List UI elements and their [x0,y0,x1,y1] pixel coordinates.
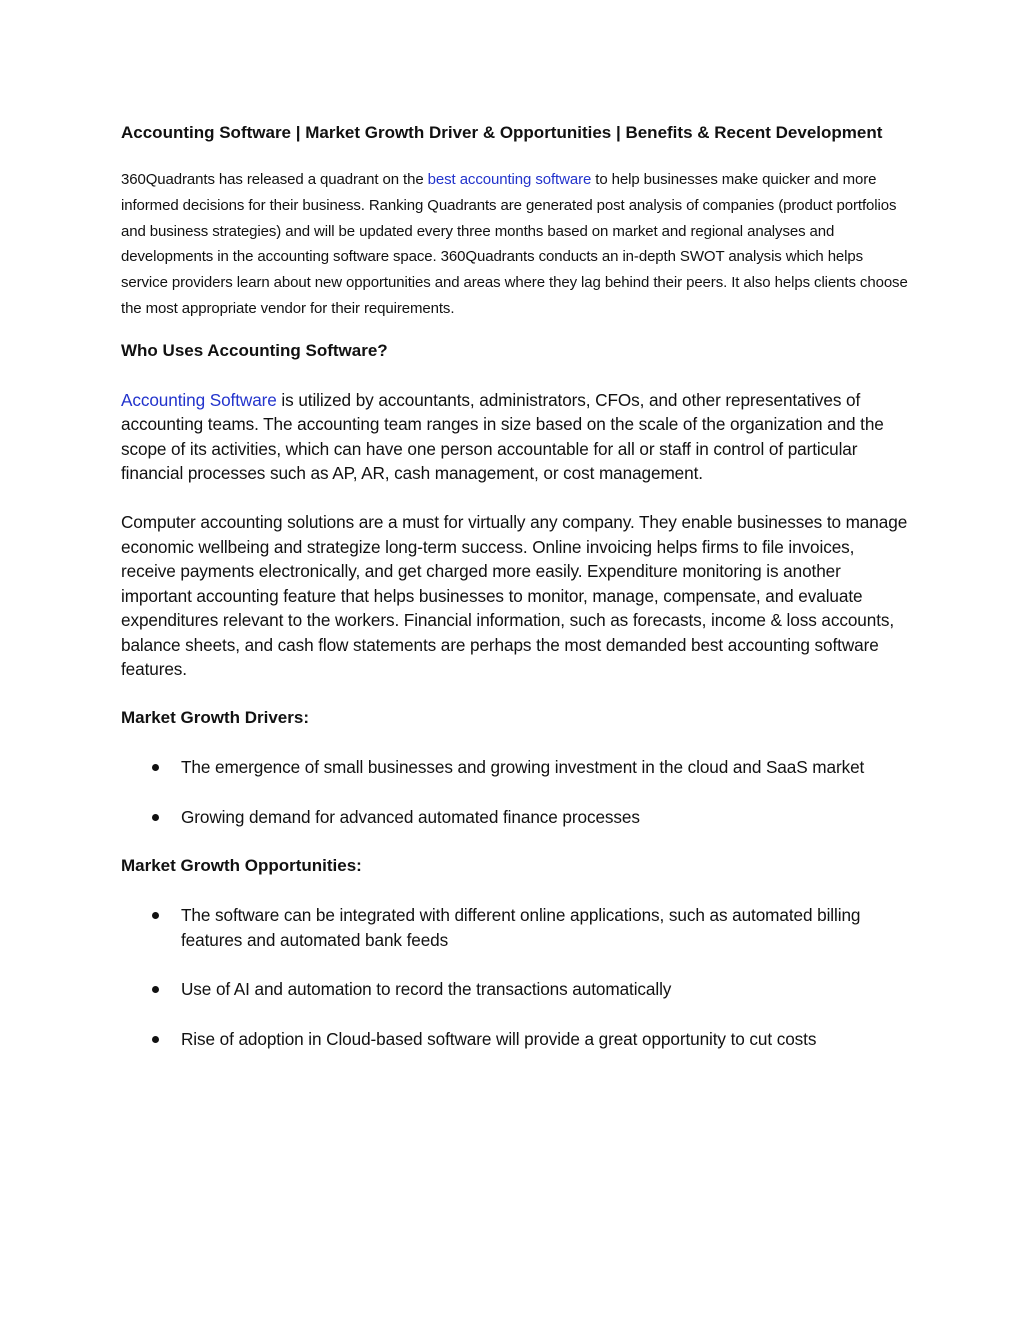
document-page [121,120,911,1051]
who-uses-paragraph-1 [121,388,911,486]
who-uses-paragraph-1-text: is utilized by accountants, administrators, CFOs, and other representatives of accounting teams. The accounting team ranges in size based on the scale of the organization and the scope of its activities, which can have one person accountable for all or staff in control of particular financial processes such as AP, AR, cash management, or cost management. [121,389,884,484]
list-item-text: The emergence of small businesses and growing investment in the cloud and SaaS market [181,757,865,778]
bullet-icon [152,912,159,919]
list-item [121,903,911,952]
spacer [121,363,911,388]
document-title: Accounting Software | Market Growth Driver & Opportunities | Benefits & Recent Development [121,123,883,142]
opportunities-list [121,903,911,952]
drivers-list-continued [121,805,911,830]
spacer [121,829,911,854]
list-item-text: Use of AI and automation to record the transactions automatically [181,979,672,1000]
list-item-text: Rise of adoption in Cloud-based software will provide a great opportunity to cut costs [181,1028,817,1049]
list-item [121,1027,911,1052]
list-item [121,755,911,780]
list-item-text: Growing demand for advanced automated finance processes [181,806,640,827]
spacer [121,730,911,755]
intro-paragraph [121,167,911,322]
list-item [121,805,911,830]
bullet-icon [152,986,159,993]
who-uses-heading: Who Uses Accounting Software? [121,340,388,360]
market-growth-drivers-heading: Market Growth Drivers: [121,708,309,728]
who-uses-paragraph-2: Computer accounting solutions are a must for virtually any company. They enable businesses to manage economic wellbeing and strategize long-term success. Online invoicing helps firms to file invoices, receive payments electronically, and get charged more easily. Expenditure monitoring is another important accounting feature that helps businesses to monitor, manage, compensate, and evaluate expenditures relevant to the workers. Financial information, such as forecasts, income & loss accounts, balance sheets, and cash flow statements are perhaps the most demanded best accounting software features. [121,512,908,680]
market-growth-opportunities-heading: Market Growth Opportunities: [121,856,362,876]
spacer [121,486,911,511]
list-item [121,977,911,1002]
spacer [121,1002,911,1027]
best-accounting-software-link[interactable]: best accounting software [427,171,592,188]
intro-text-after-link: to help businesses make quicker and more informed decisions for their business. Ranking Quadrants are generated post analysis of companies (product portfolios and business strategies) and will be updated every three months based on market and regional analyses and developments in the accounting software space. 360Quadrants conducts an in-depth SWOT analysis which helps service providers learn about new opportunities and areas where they lag behind their peers. It also helps clients choose the most appropriate vendor for their requirements. [121,171,908,317]
bullet-icon [152,1036,159,1043]
opportunities-list-continued [121,977,911,1002]
spacer [121,682,911,707]
bullet-icon [152,814,159,821]
opportunities-list-last [121,1027,911,1052]
bullet-icon [152,764,159,771]
list-item-text: The software can be integrated with different online applications, such as automated billing features and automated bank feeds [181,905,861,950]
spacer [121,878,911,903]
accounting-software-link[interactable]: Accounting Software [121,389,277,410]
spacer [121,952,911,977]
intro-text-before-link: 360Quadrants has released a quadrant on the [121,171,428,188]
drivers-list [121,755,911,780]
spacer [121,780,911,805]
